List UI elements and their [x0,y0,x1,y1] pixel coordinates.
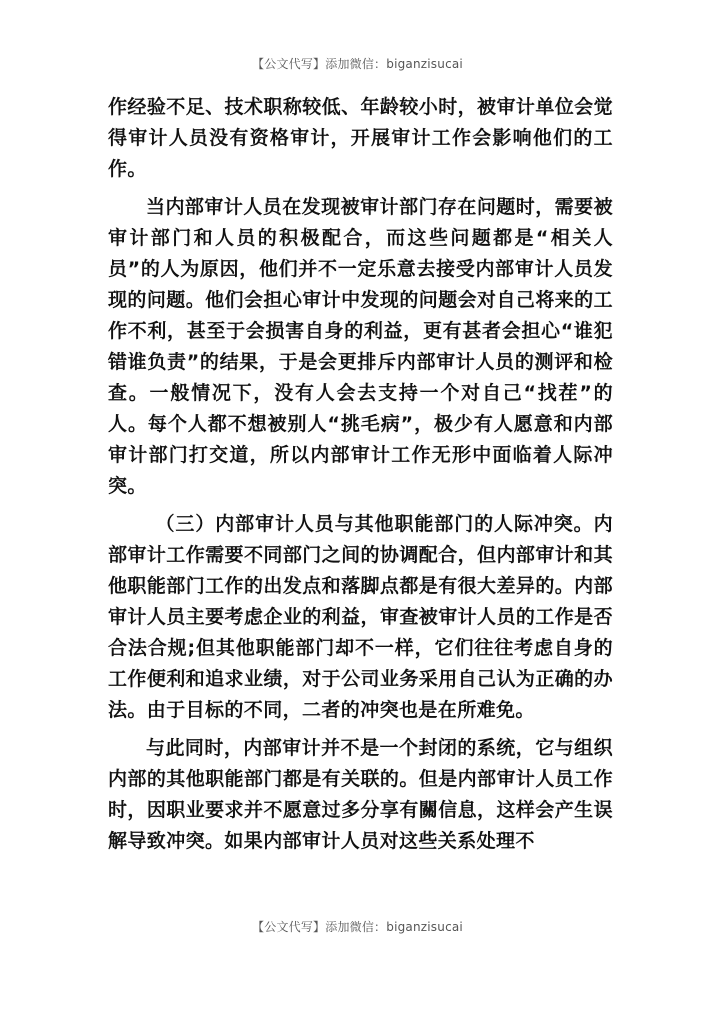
footer-watermark-note: 【公文代写】添加微信：biganzisucai [252,920,463,934]
document-body [108,92,613,857]
paragraph-continuation: 作经验不足、技术职称较低、年龄较小时，被审计单位会觉得审计人员没有资格审计，开展审计工作会影响他们的工作。 [108,96,613,180]
paragraph-audit-findings: 当内部审计人员在发现被审计部门存在问题时，需要被审计部门和人员的积极配合，而这些问题都是“相关人员”的人为原因，他们并不一定乐意去接受内部审计人员发现的问题。他们会担心审计中发现的问题会对自己将来的工作不利，甚至于会损害自身的利益，更有甚者会担心“谁犯错谁负责”的结果，于是会更排斥内部审计人员的测评和检查。一般情况下，没有人会去支持一个对自己“找茬”的人。每个人都不想被别人“挑毛病”，极少有人愿意和内部审计部门打交道，所以内部审计工作无形中面临着人际冲突。 [108,196,613,497]
header-watermark-note: 【公文代写】添加微信：biganzisucai [252,57,463,71]
paragraph-section-three: （三）内部审计人员与其他职能部门的人际冲突。内部审计工作需要不同部门之间的协调配合，但内部审计和其他职能部门工作的出发点和落脚点都是有很大差异的。内部审计人员主要考虑企业的利益，审查被审计人员的工作是否合法合规;但其他职能部门却不一样，它们往往考虑自身的工作便利和追求业绩，对于公司业务采用自己认为正确的办法。由于目标的不同，二者的冲突也是在所难免。 [108,513,613,721]
paragraph-system-relations: 与此同时，内部审计并不是一个封闭的系统，它与组织内部的其他职能部门都是有关联的。但是内部审计人员工作时，因职业要求并不愿意过多分享有關信息，这样会产生误解导致冲突。如果内部审计人员对这些关系处理不 [108,737,613,852]
